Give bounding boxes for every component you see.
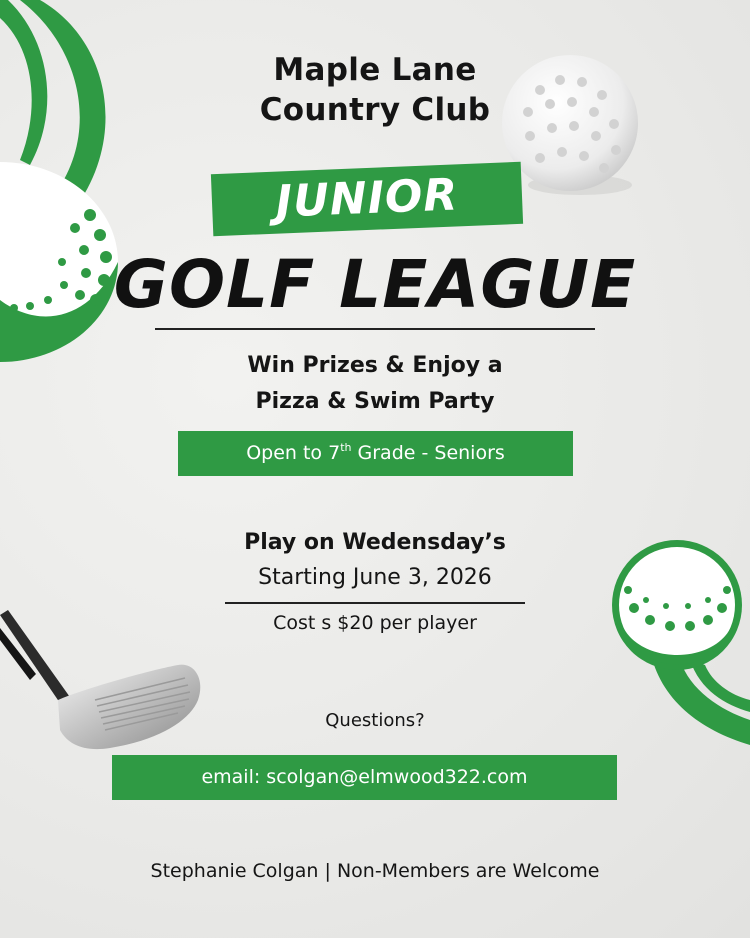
eligibility-superscript: th [340, 441, 352, 454]
eligibility-suffix: Grade - Seniors [351, 442, 505, 464]
email-banner: email: scolgan@elmwood322.com [112, 755, 617, 800]
title-divider [155, 328, 595, 330]
main-title: GOLF LEAGUE [113, 246, 637, 323]
club-name-line1: Maple Lane [273, 52, 477, 88]
play-day: Play on Wedensday’s [244, 530, 506, 555]
start-date: Starting June 3, 2026 [258, 565, 492, 590]
eligibility-prefix: Open to 7 [246, 442, 341, 464]
questions-label: Questions? [325, 710, 425, 731]
eligibility-banner [178, 431, 573, 476]
club-name-line2: Country Club [259, 92, 491, 128]
cost-text: Cost s $20 per player [273, 612, 477, 634]
footer-text: Stephanie Colgan | Non-Members are Welcome [150, 860, 600, 882]
subtitle-line1: Win Prizes & Enjoy a [247, 353, 503, 378]
subtitle-line2: Pizza & Swim Party [255, 389, 495, 414]
club-name [0, 50, 750, 130]
schedule-divider [225, 602, 525, 604]
subtitle [0, 348, 750, 420]
junior-title: JUNIOR [274, 169, 460, 228]
